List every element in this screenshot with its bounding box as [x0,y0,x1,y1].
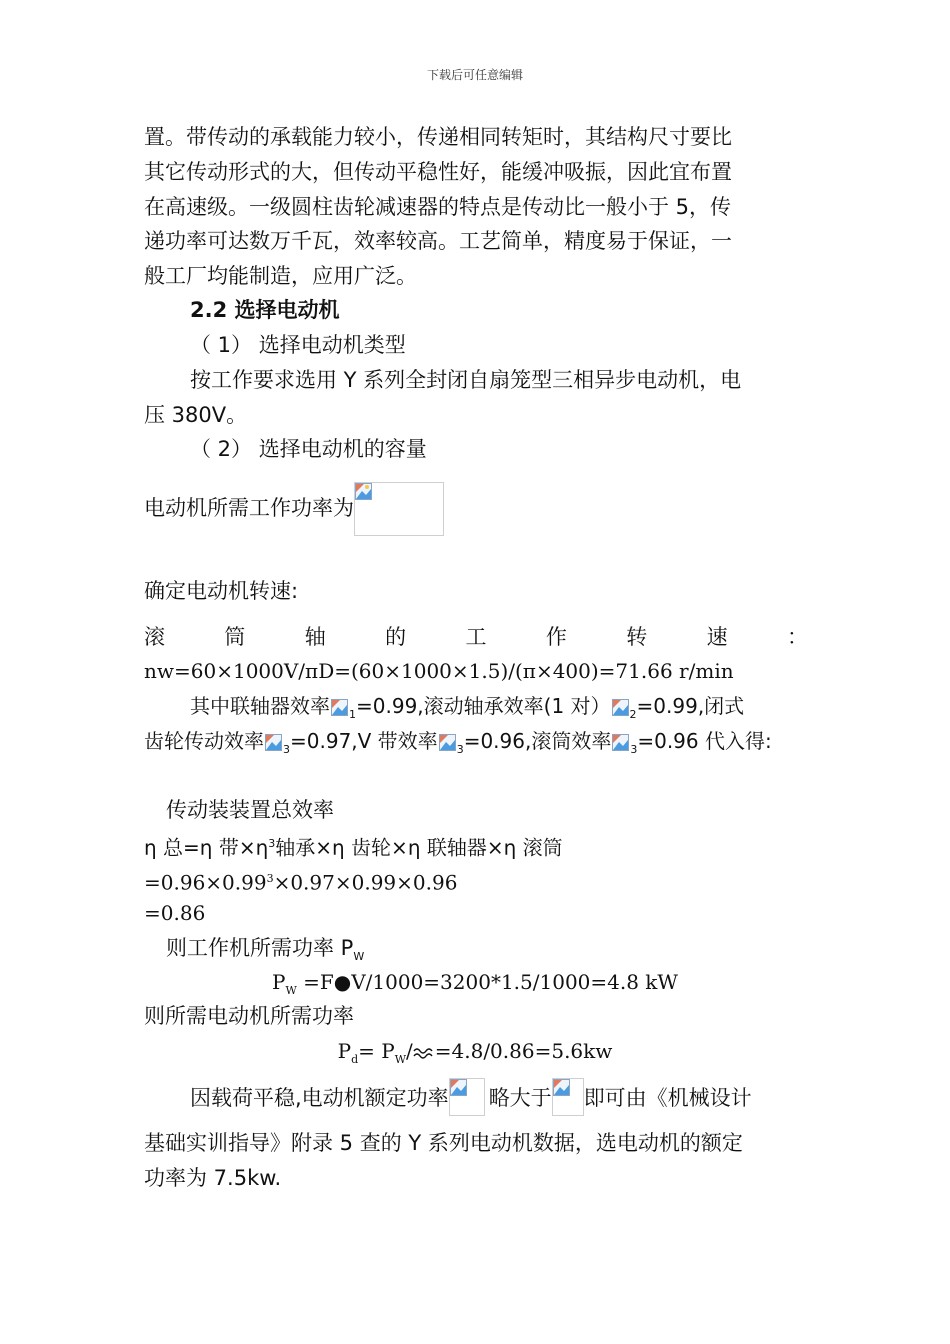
section-heading: 2.2 选择电动机 [190,298,340,322]
formula-text: =F●V/1000=3200*1.5/1000=4.8 kW [296,970,678,994]
broken-image-icon [439,734,456,751]
broken-image-icon [355,483,372,500]
formula-text: P [337,1039,352,1063]
subscript: 2 [629,708,637,721]
formula-text: =4.8/0.86=5.6kw [434,1039,613,1063]
formula-text: =0.96×0.99 [144,870,267,895]
char: ： [787,625,808,649]
formula-text: ×0.97×0.99×0.96 [273,870,458,895]
paragraph-line: 其它传动形式的大，但传动平稳性好，能缓冲吸振，因此宜布置 [144,160,732,184]
final-line-2: 基础实训指导》附录 5 查的 Y 系列电动机数据，选电动机的额定 [144,1131,743,1155]
page-header: 下载后可任意编辑 [426,68,523,82]
efficiency-text: =0.99,滚动轴承效率(1 对） [356,694,611,718]
efficiency-text: 其中联轴器效率 [190,694,330,718]
total-efficiency-result: =0.86 [144,901,206,925]
paragraph-line: 在高速级。一级圆柱齿轮减速器的特点是传动比一般小于 5，传 [144,195,732,219]
subscript: W [394,1053,406,1066]
heading-text: 则工作机所需功率 P [166,936,354,960]
formula-text: = P [358,1039,395,1063]
subsection-heading: （ 1） 选择电动机类型 [190,333,406,357]
paragraph-line: 递功率可达数万千瓦，效率较高。工艺简单，精度易于保证，一 [144,229,732,253]
efficiency-text: =0.96,滚筒效率 [463,729,612,753]
speed-formula: nw=60×1000V/πD=(60×1000×1.5)/(π×400)=71.66 r/min [144,659,734,683]
broken-image-icon [553,1079,570,1096]
efficiency-text: 齿轮传动效率 [144,729,264,753]
efficiency-text: =0.99,闭式 [636,694,745,718]
subscript: d [351,1053,359,1066]
char: 筒 [224,625,246,649]
broken-image-icon [612,734,629,751]
paragraph-line: 压 380V。 [144,403,248,427]
subscript: 3 [456,743,464,756]
superscript: 3 [268,837,276,850]
formula-text: / [406,1039,413,1063]
power-line [144,480,808,536]
final-line-3: 功率为 7.5kw. [144,1166,282,1190]
motor-power-heading: 则所需电动机所需功率 [144,1004,354,1028]
eta-glyph-icon [413,1036,435,1070]
motor-power-equation [0,1034,950,1077]
subsection-heading: （ 2） 选择电动机的容量 [190,437,427,461]
subscript: 3 [630,743,638,756]
superscript: 3 [266,872,274,885]
subscript: W [353,950,365,964]
paragraph-line: 般工厂均能制造，应用广泛。 [144,264,417,288]
formula-image-placeholder [354,482,444,536]
justified-line [144,620,808,654]
efficiency-text: =0.96 代入得: [637,729,772,753]
speed-heading: 确定电动机转速: [144,579,299,603]
char: 速 [706,625,728,649]
efficiency-text: =0.97,V 带效率 [290,729,438,753]
broken-image-icon [612,699,629,716]
char: 转 [626,625,648,649]
final-text: 略大于 [488,1086,552,1110]
paragraph-line: 置。带传动的承载能力较小，传递相同转矩时，其结构尺寸要比 [144,125,732,149]
char: 工 [465,625,487,649]
broken-image-icon [265,734,282,751]
subscript: W [285,984,297,997]
char: 滚 [144,625,165,649]
formula-text: P [271,970,286,994]
power-label: 电动机所需工作功率为 [144,496,354,520]
total-efficiency-formula [144,827,808,865]
paragraph-line: 按工作要求选用 Y 系列全封闭自扇笼型三相异步电动机，电 [190,368,742,392]
formula-text: 轴承×η 齿轮×η 联轴器×η 滚筒 [275,835,563,860]
efficiency-line-2 [144,724,808,767]
subscript: 3 [283,743,290,756]
char: 作 [545,625,567,649]
subscript: 1 [349,708,356,721]
formula-image-placeholder [552,1078,584,1116]
final-text: 因载荷平稳,电动机额定功率 [190,1086,449,1110]
total-efficiency-heading: 传动装装置总效率 [166,798,334,822]
char: 轴 [304,625,326,649]
final-text: 即可由《机械设计 [583,1086,752,1110]
char: 的 [385,625,407,649]
formula-text: η 总=η 带×η [144,835,269,860]
total-efficiency-values [144,862,808,900]
broken-image-icon [450,1079,467,1096]
formula-image-placeholder [449,1078,485,1116]
broken-image-icon [331,699,348,716]
final-line-1 [190,1078,854,1118]
